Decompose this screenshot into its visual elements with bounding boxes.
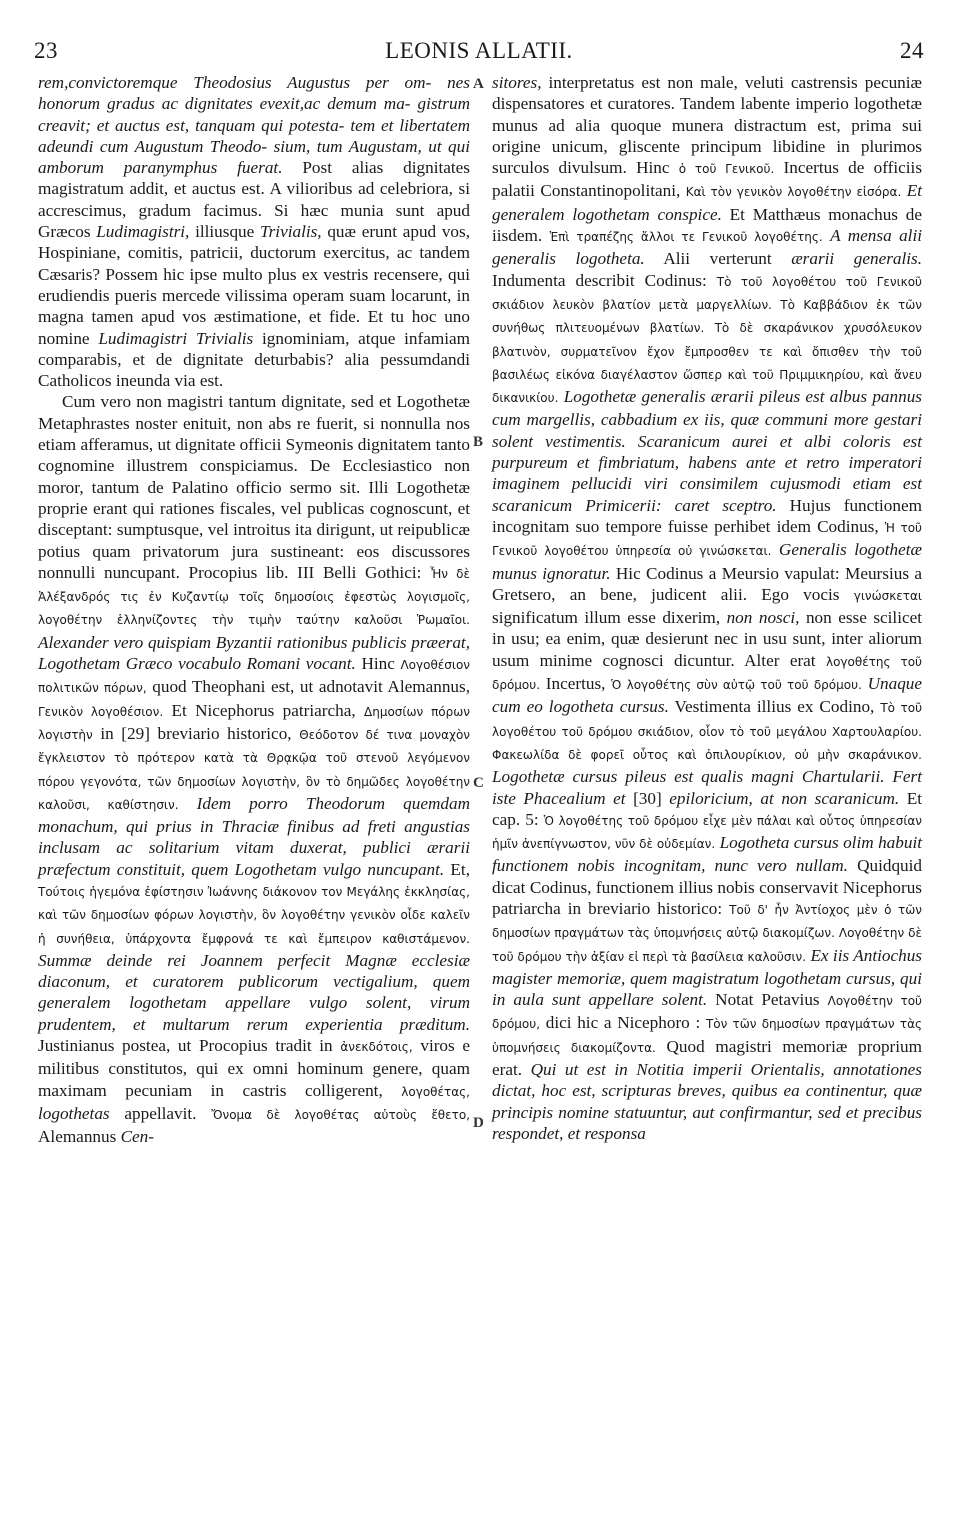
greek-quotation: ὁ τοῦ Γενικοῦ. <box>678 162 775 177</box>
right-text-column <box>492 72 922 1144</box>
greek-quotation: λογοθέτας, <box>401 1084 470 1099</box>
text-run: Et, <box>450 859 470 879</box>
text-run: illiusque <box>195 222 255 242</box>
italic-text: Idem porro Theodorum quemdam monachum, qui prius in Thraciæ finibus ad freti angustias inclusam ac solitarium vitam duxerat, publici ærarii præfectum constituit, quem Logothetam vulgo nuncupant. <box>38 793 471 879</box>
text-run: Incertus, <box>545 674 606 694</box>
greek-quotation: Τοῦ δ' ἦν Ἀντίοχος μὲν ὁ τῶν δημοσίων πραγμάτων τὰς ὑπομνήσεις αὐτῷ διακομίζων. Λογοθέτην δὲ τοῦ δρόμου τὴν ἀξίαν εἰ περὶ τὰ βασίλεια καλοῦσιν. <box>492 902 923 964</box>
italic-text: Ludimagistri Trivialis <box>98 328 254 348</box>
text-run: Hujus functionem incognitam suo tempore fuisse perhibet idem Codinus, <box>492 495 922 536</box>
text-run: [30] <box>633 788 662 808</box>
text-run: interpretatus est non male, veluti castrensis pecuniæ dispensatores et curatores. Tandem labente imperio logothetæ munus ad alia quoque munera distractum est, prima sui origine unicum, gliscente principum libidine in plurimos surculos divulsum. Hinc <box>492 73 922 178</box>
italic-text: Alexander vero quispiam Byzantii rationibus publicis præerat, Logothetam Græco vocabulo Romani vocant. <box>38 632 470 674</box>
text-run: in [29] breviario historico, <box>100 723 292 743</box>
italic-text: gistrum creavit; et auctus est, tanquam qui potesta- <box>38 94 470 135</box>
greek-quotation: Τὸ τοῦ λογοθέτου τοῦ Γενικοῦ σκιάδιον λευκὸν βλατίον μετὰ μαργελλίων. Τὸ Καββάδιον ἐκ τῶν συνήθως πλιτευομένων βλατίων. Τὸ δὲ σκαράνικον χρυσόλευκον βλατινὸν, συρματεῖνον ἔχον ἔμπροσθεν τε καὶ ὄπισθεν τὴν τοῦ βασιλέως εἰκόνα διαγέλαστον ὥσπερ καὶ τοῦ Πριμμικηρίου, καὶ ἄνευ δικανικίου. <box>492 274 923 406</box>
greek-quotation: Λογοθέσιον πολιτικῶν πόρων, <box>38 658 470 696</box>
italic-text: Summæ deinde rei Joannem perfecit Magnæ ecclesiæ diaconum, et curatorem publicorum vectigalium, quem generalem logothetam appellare vulgo solent, virum prudentem, et multarum rerum experientia præditum. <box>38 950 470 1034</box>
margin-marker-a: A <box>473 76 484 92</box>
text-run: Vestimenta illius ex Codino, <box>674 697 875 717</box>
greek-quotation: Ἡ τοῦ Γενικοῦ λογοθέτου ὑπηρεσία οὐ γινώσκεται. <box>492 520 922 559</box>
text-run: Cum vero non magistri tantum dignitate, sed et Logothetæ Metaphrastes noster enituit, non abs re fuerit, si nonnulla nos etiam afferamus, ut dignitate officii Symeonis dignitatem tanto cognomine illustrem conspiciamus. De Ecclesiastico non moror, tantum de Palatino officio sermo sit. Illi Logothetæ proprie erant qui rationes fiscales, vel publicas cognoscunt, et disceptant: sumptusque, vel introitus ita dirigunt, ut reipublicæ potius quam privatorum jura sustineant: eos discussores nonnulli nuncupant. Procopius lib. III Belli Gothici: <box>38 392 470 582</box>
paragraph <box>492 72 922 1144</box>
greek-quotation: Καὶ τὸν γενικὸν λογοθέτην εἰσόρα. <box>685 185 902 200</box>
text-run: quæ erunt apud vos, Hospiniane, comitis, patricii, ductorum exercitus, ac tandem Cæsaris? Possem hic ipse multo plus ex vestris recensere, qui erudiendis pueris mercede vilissima operam suam locarunt, in magna tamen apud vos æstimatione, et fide. Et tu hoc uno nomine <box>38 222 471 348</box>
greek-quotation: Δημοσίων πόρων λογιστὴν <box>38 704 471 742</box>
italic-text: fuerat. <box>237 158 283 178</box>
margin-marker-b: B <box>473 434 484 450</box>
italic-text: Et generalem logothetam conspice. <box>492 181 923 224</box>
italic-text: Qui ut est in Notitia imperii Orientalis, annotationes dictat, hoc est, scripturas breves, quibus ea continentur, quæ principis nomine statuuntur, aut confirmantur, sed et precibus respondet, et responsa <box>492 1060 922 1143</box>
page-number-right: 24 <box>900 38 924 63</box>
text-run: Et Matthæus monachus de iisdem. <box>492 204 922 246</box>
italic-text: sitores, <box>492 73 542 92</box>
running-header <box>34 38 924 66</box>
italic-text: non nosci, <box>726 608 800 628</box>
italic-text: Unaque cum eo logotheta cursus. <box>492 674 923 717</box>
text-run: Et Nicephorus patriarcha, <box>171 700 356 720</box>
greek-quotation: ἀνεκδότοις, <box>340 1040 413 1055</box>
text-run: Incertus de officiis palatii Constantinopolitani, <box>492 158 923 201</box>
greek-quotation: Τὸν τῶν δημοσίων πραγμάτων τὰς ὑπομνήσεις διακομίζοντα. <box>492 1017 923 1055</box>
italic-text: Logothetæ generalis ærarii pileus est albus pannus cum margellis, cabbadium ex iis, quæ communi more gestari solent vestimentis. Scaranicum aurei et albi coloris est purpureum et fimbriatum, habens ante et retro imperatori imaginem pellucidi viri consimilem cujusmodi etiam est scaranicum Primicerii: caret sceptro. <box>492 387 922 515</box>
greek-quotation: Ὄνομα δὲ λογοθέτας αὐτοὺς ἔθετο, <box>211 1107 471 1122</box>
greek-quotation: Ἦν δὲ Ἀλέξανδρός τις ἐν Κυζαντίῳ τοῖς δημοσίοις ἐφεστὼς λογισμοῖς, λογοθέτην ἑλληνίζοντες τὴν τιμὴν ταύτην καλοῦσι Ῥωμαῖοι. <box>38 566 470 628</box>
italic-text: rem,convictoremque Theodosius Augustus per om- <box>38 73 432 92</box>
page-number-left: 23 <box>34 38 58 63</box>
italic-text: A mensa alii generalis logotheta. <box>492 226 923 269</box>
italic-text: ærarii generalis. <box>791 249 923 269</box>
running-title: LEONIS ALLATII. <box>385 38 573 63</box>
text-run: viros e militibus constitutos, qui ex omni hominum genere, quam maximam pecuniam in castris colligerent, <box>38 1036 471 1100</box>
italic-text: epiloricium, at non scaranicum. <box>669 788 900 808</box>
text-run: Indumenta describit Codinus: <box>492 270 707 290</box>
text-run: significatum illum esse dixerim, <box>492 608 721 628</box>
text-run: quod Theophani est, ut adnotavit Alemannus, <box>152 677 471 697</box>
greek-quotation: Τούτοις ἡγεμόνα ἐφίστησιν Ἰωάννης διάκονον τον Μεγάλης ἐκκλησίας, καὶ τῶν δημοσίων φόρων λογιστὴν, ὃν λογοθέτην γενικὸν οἶδε καλεῖν ἡ συνήθεια, ὑπάρχοντα ἔμφρονά τε καὶ ἔμπειρον καθιστάμενον. <box>38 884 470 946</box>
greek-quotation: Ἐπὶ τραπέζης ἄλλοι τε Γενικοῦ λογοθέτης. <box>549 230 823 245</box>
text-run: Et cap. 5: <box>492 788 923 829</box>
text-run: dici hic a Nicephoro : <box>545 1013 701 1033</box>
italic-text: Cen- <box>120 1127 155 1147</box>
text-run: ignominiam, atque infamiam comparabis, et de dignitate deturbabis? alia pessumdandi Catholicos ineunda via est. <box>38 328 471 391</box>
left-text-column <box>38 72 470 1148</box>
italic-text: tem et libertatem adeundi cum Augustum Theodo- <box>38 115 470 156</box>
greek-quotation: Λογοθέτην τοῦ δρόμου, <box>492 994 922 1032</box>
text-run: non esse scilicet in usu; ea enim, quæ desierunt nec in usu sunt, inter aliorum usum minime cognosci dicuntur. Alter erat <box>492 608 923 670</box>
greek-quotation: Ὁ λογοθέτης σὺν αὐτῷ τοῦ τοῦ δρόμου. <box>611 678 862 693</box>
italic-text: Ludimagistri, <box>96 222 190 242</box>
italic-text: logothetas <box>38 1103 110 1123</box>
greek-quotation: Τὸ τοῦ λογοθέτου τοῦ δρόμου σκιάδιον, οἷον τὸ τοῦ μεγάλου Χαρτουλαρίου. Φακεωλίδα δὲ φορεῖ οὗτος καὶ ὀπιλουρίκιον, οὐ μὴν σκαράνικον. <box>492 701 923 762</box>
margin-marker-c: C <box>473 775 484 791</box>
italic-text: Ex iis Antiochus magister memoriæ, quem magistratum logothetam cursus, qui in aula sunt appellare solent. <box>492 945 922 1010</box>
greek-quotation: λογοθέτης τοῦ δρόμου. <box>492 654 922 693</box>
text-run: Post alias dignitates magistratum addit, et auctus est. A vilioribus ad celebriora, si accrescimus, gradum facimus. Si hæc munia sunt apud Græcos <box>38 158 470 242</box>
italic-text: sium, tum Augustam, ut qui amborum paranymphus <box>38 136 471 178</box>
paragraph <box>38 72 470 391</box>
text-run: Quidquid dicat Codinus, functionem illius nobis conservavit Nicephorus patriarcha in breviario historico: <box>492 856 922 918</box>
greek-quotation: Γενικὸν λογοθέσιον. <box>38 704 164 719</box>
margin-marker-d: D <box>473 1115 484 1131</box>
text-run: Notat Petavius <box>715 990 820 1010</box>
text-run: Alii verterunt <box>663 249 772 269</box>
text-run: Hic Codinus a Meursio vapulat: Meursius a Gretsero, an bene, judicent alii. Ego vocis <box>492 563 923 604</box>
text-run: Hinc <box>361 654 395 674</box>
text-run: Quod magistri memoriæ proprium erat. <box>492 1036 923 1080</box>
paragraph <box>38 391 470 1147</box>
italic-text: Generalis logothetæ munus ignoratur. <box>492 540 922 583</box>
greek-quotation: Θεόδοτον δέ τινα μοναχὸν ἔγκλειστον τὸ πρότερον κατὰ τὰ Θρᾳκῷα τοῦ στενοῦ λεγόμενον πόρου γεγονότα, τῶν δημοσίων λογιστὴν, ὃν τὸ δημῶδες λογοθέτην καλοῦσι, καθίστησιν. <box>38 727 471 812</box>
text-run: Alemannus <box>38 1127 117 1147</box>
italic-text: Logothetæ cursus pileus est qualis magni Chartularii. Fert iste Phacealium et <box>492 767 922 808</box>
italic-text: nes honorum gradus ac dignitates evexit,ac demum ma- <box>38 73 470 114</box>
greek-quotation: γινώσκεται <box>853 588 922 603</box>
italic-text: Logotheta cursus olim habuit functionem nobis incognitam, nunc vero nullam. <box>492 833 922 876</box>
text-run: appellavit. <box>124 1103 197 1123</box>
italic-text: Trivialis, <box>260 222 322 242</box>
text-run: Justinianus postea, ut Procopius tradit in <box>38 1036 333 1056</box>
greek-quotation: Ὁ λογοθέτης τοῦ δρόμου εἶχε μὲν πάλαι καὶ οὗτος ὑπηρεσίαν ἡμῖν ἀνεπίγνωστον, νῦν δὲ οὐδεμίαν. <box>492 813 923 852</box>
